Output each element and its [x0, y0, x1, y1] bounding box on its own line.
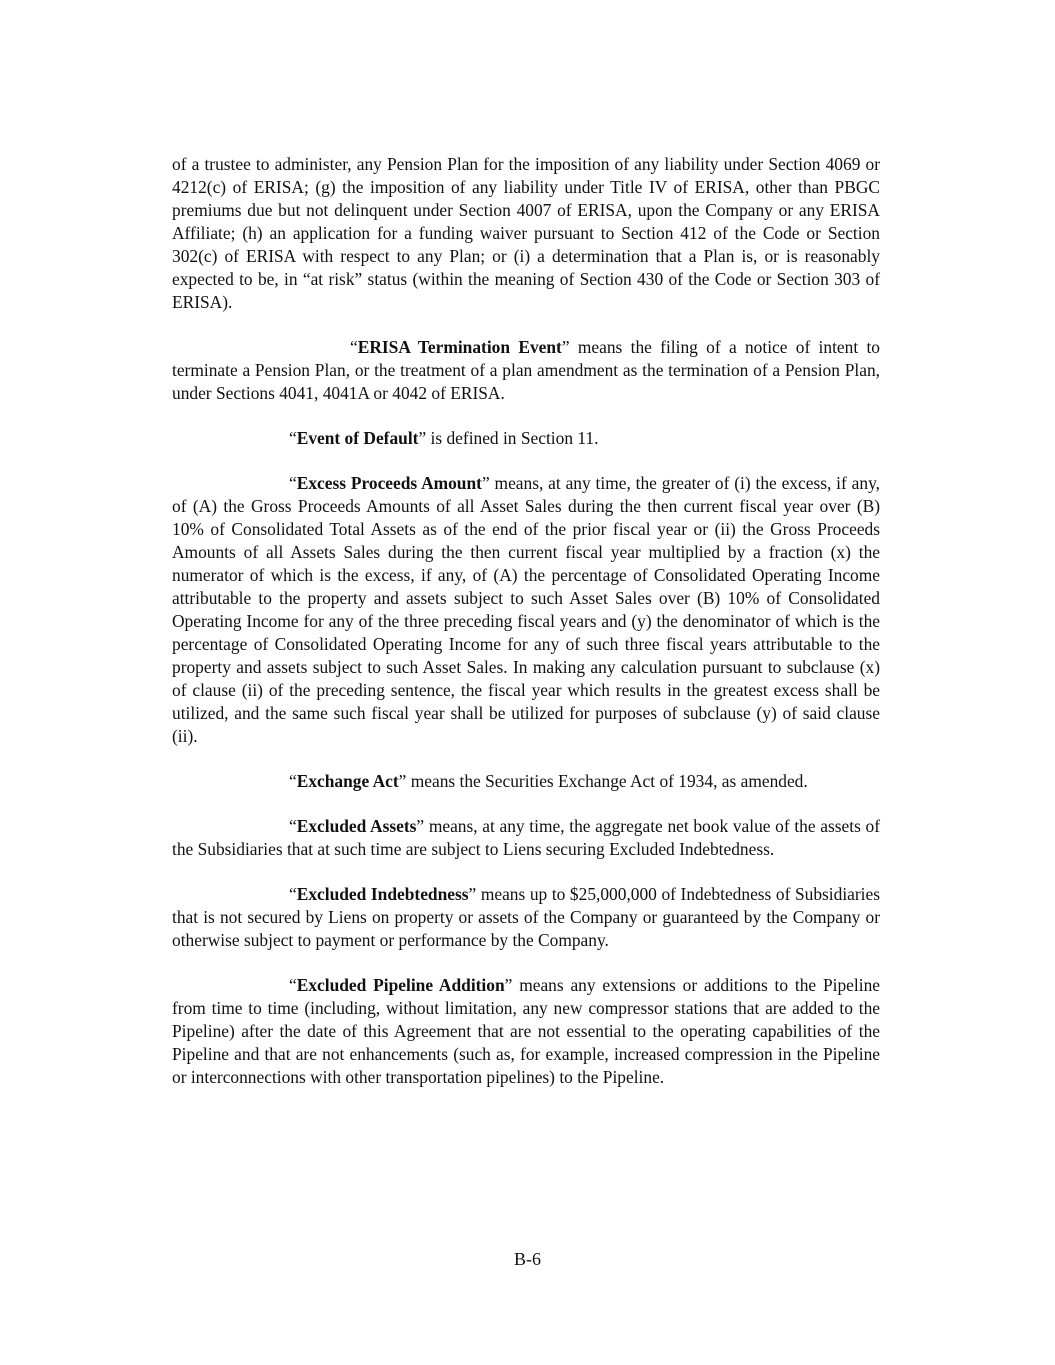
- close-quote: ”: [398, 771, 407, 791]
- close-quote: ”: [418, 428, 427, 448]
- definition-excess-proceeds-amount: [172, 472, 880, 748]
- defined-term: ERISA Termination Event: [357, 337, 562, 357]
- defined-term: Excess Proceeds Amount: [296, 473, 482, 493]
- definition-excluded-pipeline-addition: [172, 974, 880, 1089]
- open-quote: “: [289, 771, 297, 791]
- definition-text: means, at any time, the greater of (i) the excess, if any, of (A) the Gross Proceeds Amounts of all Asset Sales during the then current fiscal year over (B) 10% of Consolidated Total Assets as of the end of the prior fiscal year or (ii) the Gross Proceeds Amounts of all Assets Sales during the then current fiscal year multiplied by a fraction (x) the numerator of which is the excess, if any, of (A) the percentage of Consolidated Operating Income attributable to the property and assets subject to such Asset Sales over (B) 10% of Consolidated Operating Income for any of the three preceding fiscal years and (y) the denominator of which is the percentage of Consolidated Operating Income for any of such three fiscal years attributable to the property and assets subject to such Asset Sales. In making any calculation pursuant to subclause (x) of clause (ii) of the preceding sentence, the fiscal year which results in the greatest excess shall be utilized, and the same such fiscal year shall be utilized for purposes of subclause (y) of said clause (ii).: [172, 473, 880, 746]
- definition-exchange-act: [172, 770, 880, 793]
- defined-term: Excluded Indebtedness: [296, 884, 469, 904]
- definition-text: means the filing of a notice of intent to terminate a Pension Plan, or the treatment of a plan amendment as the termination of a Pension Plan, under Sections 4041, 4041A or 4042 of ERISA.: [172, 337, 880, 403]
- open-quote: “: [289, 816, 297, 836]
- defined-term: Event of Default: [296, 428, 419, 448]
- definition-text: means up to $25,000,000 of Indebtedness of Subsidiaries that is not secured by Liens on property or assets of the Company or guaranteed by the Company or otherwise subject to payment or performance by the Company.: [172, 884, 880, 950]
- close-quote: ”: [468, 884, 477, 904]
- close-quote: ”: [481, 473, 490, 493]
- definition-excluded-indebtedness: [172, 883, 880, 952]
- definition-excluded-assets: [172, 815, 880, 861]
- continuation-paragraph: of a trustee to administer, any Pension Plan for the imposition of any liability under Section 4069 or 4212(c) of ERISA; (g) the imposition of any liability under Title IV of ERISA, other than PBGC premiums due but not delinquent under Section 4007 of ERISA, upon the Company or any ERISA Affiliate; (h) an application for a funding waiver pursuant to Section 412 of the Code or Section 302(c) of ERISA with respect to any Plan; or (i) a determination that a Plan is, or is reasonably expected to be, in “at risk” status (within the meaning of Section 430 of the Code or Section 303 of ERISA).: [172, 154, 880, 312]
- open-quote: “: [289, 884, 297, 904]
- document-body: [172, 153, 880, 1111]
- close-quote: ”: [561, 337, 570, 357]
- open-quote: “: [289, 975, 297, 995]
- page-number: B-6: [514, 1249, 541, 1269]
- defined-term: Excluded Pipeline Addition: [296, 975, 505, 995]
- definition-event-of-default: [172, 427, 880, 450]
- definition-text: means any extensions or additions to the Pipeline from time to time (including, without limitation, any new compressor stations that are added to the Pipeline) after the date of this Agreement that are not essential to the operating capabilities of the Pipeline and that are not enhancements (such as, for example, increased compression in the Pipeline or interconnections with other transportation pipelines) to the Pipeline.: [172, 975, 880, 1087]
- close-quote: ”: [416, 816, 425, 836]
- definition-text: means, at any time, the aggregate net book value of the assets of the Subsidiaries that at such time are subject to Liens securing Excluded Indebtedness.: [172, 816, 880, 859]
- defined-term: Excluded Assets: [296, 816, 417, 836]
- open-quote: “: [289, 428, 297, 448]
- open-quote: “: [289, 473, 297, 493]
- open-quote: “: [350, 337, 358, 357]
- close-quote: ”: [504, 975, 513, 995]
- definition-text: is defined in Section 11.: [426, 428, 599, 448]
- definition-erisa-termination-event: [172, 336, 880, 405]
- definition-text: means the Securities Exchange Act of 1934, as amended.: [406, 771, 808, 791]
- defined-term: Exchange Act: [296, 771, 399, 791]
